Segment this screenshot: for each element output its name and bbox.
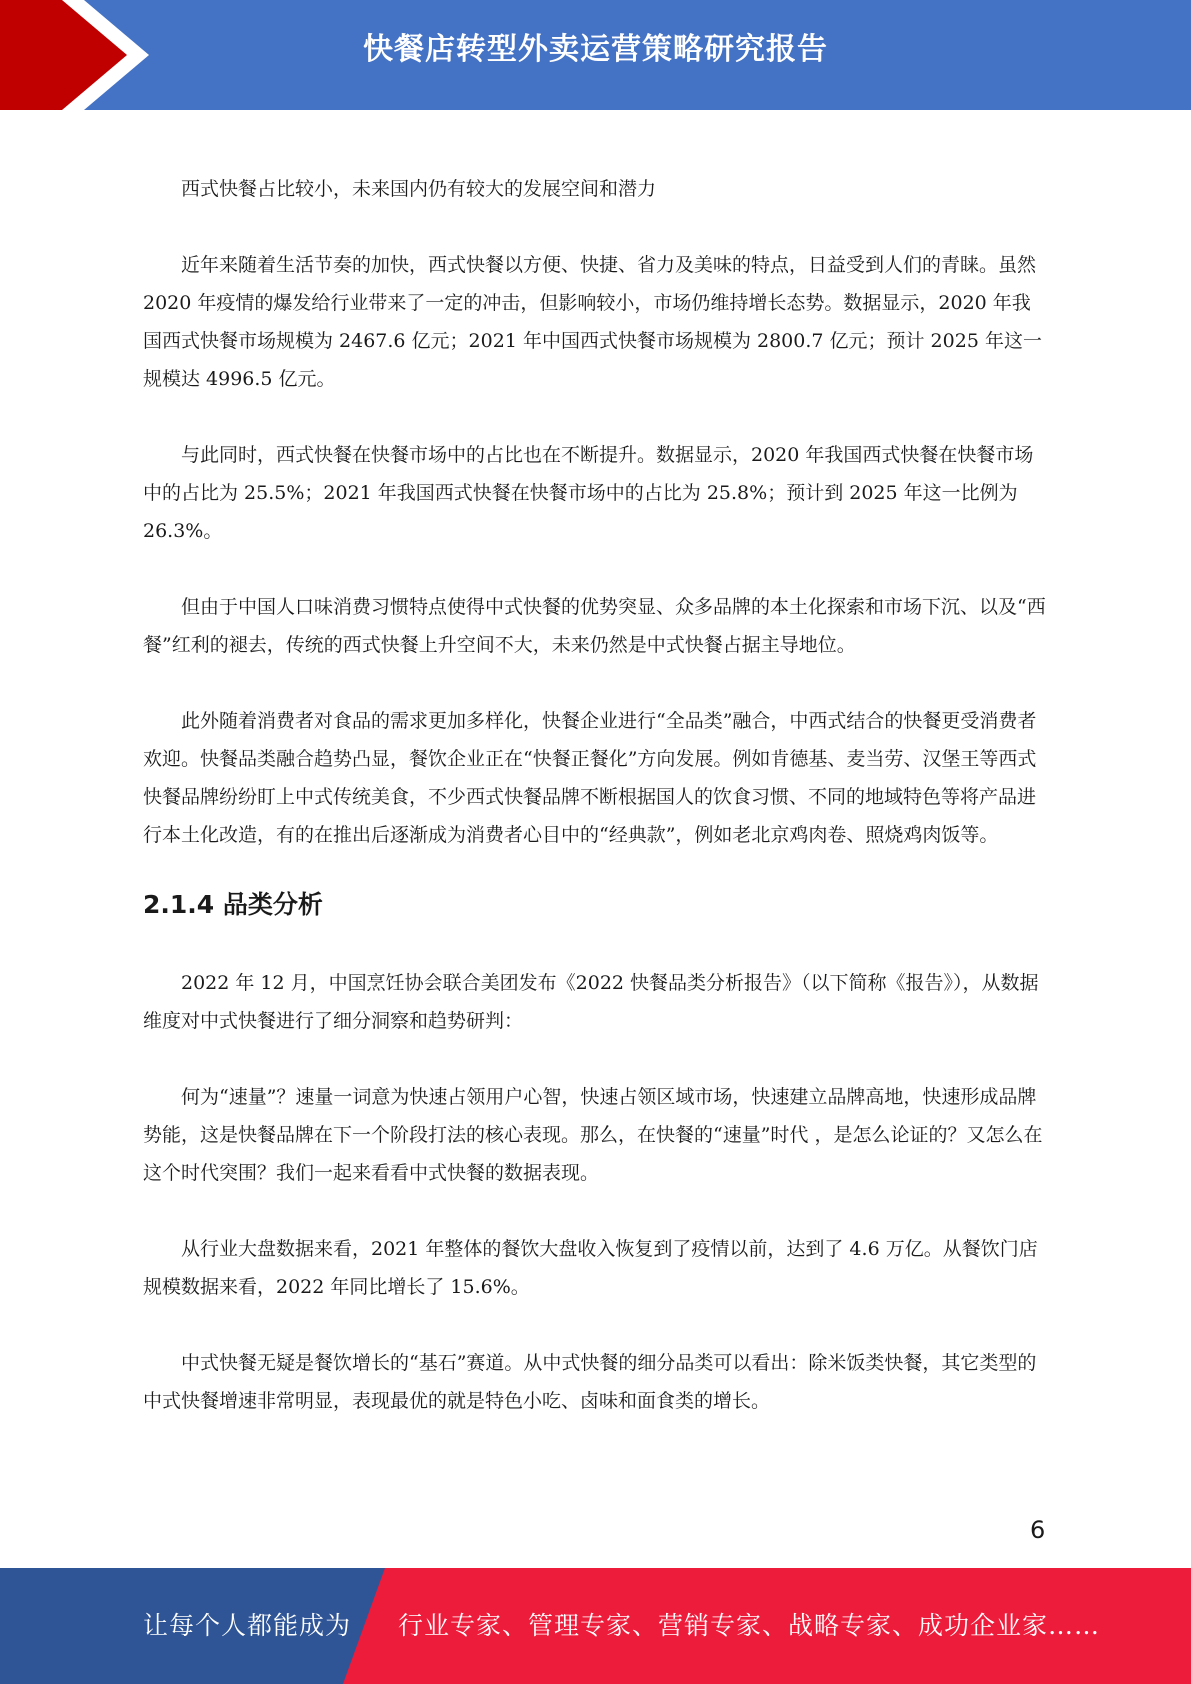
header-title: 快餐店转型外卖运营策略研究报告 xyxy=(363,32,828,67)
footer-slogan-left: 让每个人都能成为 xyxy=(143,1611,352,1640)
paragraph: 2022 年 12 月，中国烹饪协会联合美团发布《2022 快餐品类分析报告》（以下简称《报告》），从数据维度对中式快餐进行了细分洞察和趋势研判： xyxy=(143,972,1039,1032)
paragraph: 从行业大盘数据来看，2021 年整体的餐饮大盘收入恢复到了疫情以前，达到了 4.6 万亿。从餐饮门店规模数据来看，2022 年同比增长了 15.6%。 xyxy=(143,1238,1038,1298)
paragraph: 近年来随着生活节奏的加快，西式快餐以方便、快捷、省力及美味的特点，日益受到人们的青睐。虽然 2020 年疫情的爆发给行业带来了一定的冲击，但影响较小，市场仍维持增长态势。数据显示，2020 年我国西式快餐市场规模为 2467.6 亿元；2021 年中国西式快餐市场规模为 2800.7 亿元；预计 2025 年这一规模达 4996.5 亿元。 xyxy=(143,254,1042,390)
paragraph: 与此同时，西式快餐在快餐市场中的占比也在不断提升。数据显示，2020 年我国西式快餐在快餐市场中的占比为 25.5%；2021 年我国西式快餐在快餐市场中的占比为 25.8%；预计到 2025 年这一比例为 26.3%。 xyxy=(143,444,1034,542)
section-heading: 2.1.4 品类分析 xyxy=(143,890,323,919)
paragraph: 中式快餐无疑是餐饮增长的“基石”赛道。从中式快餐的细分品类可以看出：除米饭类快餐，其它类型的中式快餐增速非常明显，表现最优的就是特色小吃、卤味和面食类的增长。 xyxy=(143,1352,1037,1412)
page-header xyxy=(0,0,1191,110)
paragraph: 但由于中国人口味消费习惯特点使得中式快餐的优势突显、众多品牌的本土化探索和市场下沉、以及“西餐”红利的褪去，传统的西式快餐上升空间不大，未来仍然是中式快餐占据主导地位。 xyxy=(143,596,1046,656)
main-content xyxy=(143,170,1048,1458)
paragraph: 何为“速量”？速量一词意为快速占领用户心智，快速占领区域市场，快速建立品牌高地，快速形成品牌势能，这是快餐品牌在下一个阶段打法的核心表现。那么，在快餐的“速量”时代 ，是怎么论证的？又怎么在这个时代突围？我们一起来看看中式快餐的数据表现。 xyxy=(143,1086,1043,1184)
page-footer xyxy=(0,1568,1191,1684)
page-number: 6 xyxy=(1030,1516,1046,1544)
paragraph: 此外随着消费者对食品的需求更加多样化，快餐企业进行“全品类”融合，中西式结合的快餐更受消费者欢迎。快餐品类融合趋势凸显，餐饮企业正在“快餐正餐化”方向发展。例如肯德基、麦当劳、汉堡王等西式快餐品牌纷纷盯上中式传统美食，不少西式快餐品牌不断根据国人的饮食习惯、不同的地域特色等将产品进行本土化改造，有的在推出后逐渐成为消费者心目中的“经典款”，例如老北京鸡肉卷、照烧鸡肉饭等。 xyxy=(143,710,1037,846)
footer-slogan-right: 行业专家、管理专家、营销专家、战略专家、成功企业家…… xyxy=(398,1611,1101,1640)
paragraph: 西式快餐占比较小，未来国内仍有较大的发展空间和潜力 xyxy=(181,178,657,200)
